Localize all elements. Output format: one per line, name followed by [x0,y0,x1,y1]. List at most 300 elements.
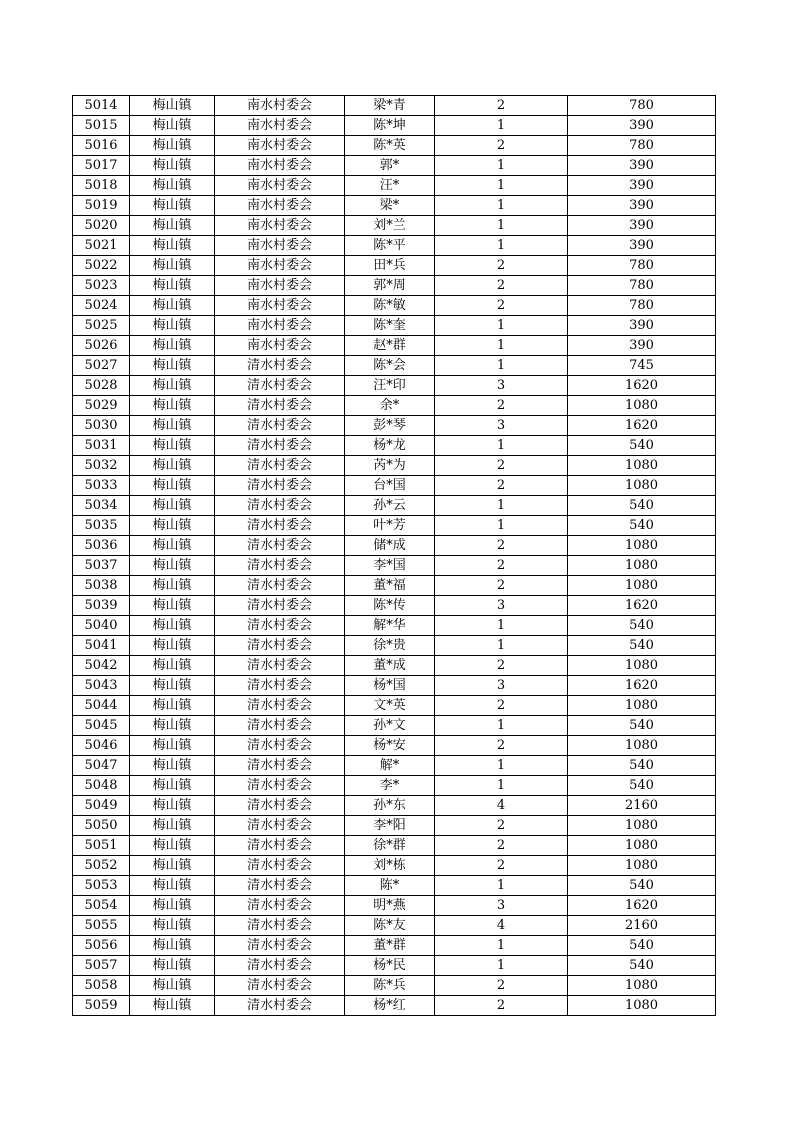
row-number-cell: 5033 [73,476,130,496]
table-row [73,316,716,336]
household-size-cell: 4 [435,796,568,816]
amount-cell: 780 [568,96,716,116]
village-committee-cell: 清水村委会 [215,656,345,676]
village-committee-cell: 清水村委会 [215,476,345,496]
name-cell: 董*成 [345,656,435,676]
row-number-cell: 5052 [73,856,130,876]
row-number-cell: 5036 [73,536,130,556]
town-cell: 梅山镇 [130,656,215,676]
household-size-cell: 1 [435,436,568,456]
amount-cell: 1620 [568,676,716,696]
name-cell: 赵*群 [345,336,435,356]
village-committee-cell: 清水村委会 [215,916,345,936]
town-cell: 梅山镇 [130,476,215,496]
row-number-cell: 5039 [73,596,130,616]
household-size-cell: 2 [435,976,568,996]
name-cell: 杨*国 [345,676,435,696]
name-cell: 田*兵 [345,256,435,276]
village-committee-cell: 清水村委会 [215,796,345,816]
household-size-cell: 2 [435,656,568,676]
household-size-cell: 1 [435,956,568,976]
row-number-cell: 5047 [73,756,130,776]
row-number-cell: 5046 [73,736,130,756]
household-size-cell: 2 [435,696,568,716]
table-row [73,716,716,736]
table-row [73,796,716,816]
table-row [73,496,716,516]
town-cell: 梅山镇 [130,996,215,1016]
amount-cell: 540 [568,516,716,536]
name-cell: 董*福 [345,576,435,596]
table-row [73,216,716,236]
table-row [73,616,716,636]
name-cell: 陈*平 [345,236,435,256]
household-size-cell: 2 [435,136,568,156]
town-cell: 梅山镇 [130,196,215,216]
town-cell: 梅山镇 [130,716,215,736]
amount-cell: 390 [568,116,716,136]
town-cell: 梅山镇 [130,316,215,336]
amount-cell: 1080 [568,656,716,676]
table-row [73,816,716,836]
name-cell: 储*成 [345,536,435,556]
town-cell: 梅山镇 [130,816,215,836]
table-row [73,156,716,176]
town-cell: 梅山镇 [130,156,215,176]
town-cell: 梅山镇 [130,856,215,876]
amount-cell: 1080 [568,976,716,996]
household-size-cell: 2 [435,96,568,116]
town-cell: 梅山镇 [130,696,215,716]
name-cell: 徐*贵 [345,636,435,656]
household-size-cell: 1 [435,756,568,776]
row-number-cell: 5041 [73,636,130,656]
town-cell: 梅山镇 [130,296,215,316]
household-size-cell: 2 [435,836,568,856]
town-cell: 梅山镇 [130,516,215,536]
household-size-cell: 1 [435,636,568,656]
town-cell: 梅山镇 [130,876,215,896]
row-number-cell: 5020 [73,216,130,236]
amount-cell: 1080 [568,476,716,496]
table-row [73,136,716,156]
name-cell: 陈*敏 [345,296,435,316]
name-cell: 杨*红 [345,996,435,1016]
amount-cell: 1080 [568,816,716,836]
name-cell: 刘*栋 [345,856,435,876]
name-cell: 陈*奎 [345,316,435,336]
town-cell: 梅山镇 [130,416,215,436]
name-cell: 台*国 [345,476,435,496]
village-committee-cell: 清水村委会 [215,896,345,916]
village-committee-cell: 南水村委会 [215,336,345,356]
row-number-cell: 5045 [73,716,130,736]
row-number-cell: 5016 [73,136,130,156]
name-cell: 汪*印 [345,376,435,396]
name-cell: 董*群 [345,936,435,956]
town-cell: 梅山镇 [130,176,215,196]
household-size-cell: 1 [435,216,568,236]
name-cell: 陈*坤 [345,116,435,136]
village-committee-cell: 清水村委会 [215,456,345,476]
village-committee-cell: 南水村委会 [215,136,345,156]
village-committee-cell: 清水村委会 [215,856,345,876]
amount-cell: 540 [568,876,716,896]
amount-cell: 390 [568,336,716,356]
amount-cell: 1080 [568,696,716,716]
table-row [73,876,716,896]
amount-cell: 1620 [568,416,716,436]
amount-cell: 540 [568,936,716,956]
table-row [73,756,716,776]
town-cell: 梅山镇 [130,436,215,456]
village-committee-cell: 清水村委会 [215,696,345,716]
town-cell: 梅山镇 [130,776,215,796]
name-cell: 杨*安 [345,736,435,756]
village-committee-cell: 清水村委会 [215,956,345,976]
household-size-cell: 1 [435,876,568,896]
amount-cell: 1620 [568,896,716,916]
row-number-cell: 5038 [73,576,130,596]
name-cell: 孙*文 [345,716,435,736]
table-row [73,836,716,856]
town-cell: 梅山镇 [130,376,215,396]
village-committee-cell: 南水村委会 [215,116,345,136]
name-cell: 孙*云 [345,496,435,516]
table-row [73,116,716,136]
household-size-cell: 1 [435,616,568,636]
town-cell: 梅山镇 [130,976,215,996]
row-number-cell: 5050 [73,816,130,836]
town-cell: 梅山镇 [130,796,215,816]
household-size-cell: 1 [435,356,568,376]
village-committee-cell: 南水村委会 [215,256,345,276]
village-committee-cell: 清水村委会 [215,736,345,756]
name-cell: 郭*周 [345,276,435,296]
village-committee-cell: 南水村委会 [215,296,345,316]
village-committee-cell: 清水村委会 [215,636,345,656]
village-committee-cell: 清水村委会 [215,756,345,776]
table-row [73,696,716,716]
town-cell: 梅山镇 [130,456,215,476]
village-committee-cell: 南水村委会 [215,196,345,216]
table-row [73,536,716,556]
amount-cell: 1620 [568,596,716,616]
amount-cell: 540 [568,756,716,776]
household-size-cell: 3 [435,896,568,916]
row-number-cell: 5030 [73,416,130,436]
household-size-cell: 2 [435,736,568,756]
row-number-cell: 5037 [73,556,130,576]
village-committee-cell: 南水村委会 [215,316,345,336]
village-committee-cell: 清水村委会 [215,496,345,516]
village-committee-cell: 清水村委会 [215,356,345,376]
table-row [73,336,716,356]
amount-cell: 390 [568,316,716,336]
town-cell: 梅山镇 [130,676,215,696]
row-number-cell: 5019 [73,196,130,216]
row-number-cell: 5059 [73,996,130,1016]
name-cell: 陈*会 [345,356,435,376]
household-size-cell: 2 [435,396,568,416]
table-row [73,856,716,876]
household-size-cell: 1 [435,156,568,176]
row-number-cell: 5058 [73,976,130,996]
town-cell: 梅山镇 [130,956,215,976]
row-number-cell: 5053 [73,876,130,896]
table-row [73,556,716,576]
town-cell: 梅山镇 [130,356,215,376]
name-cell: 梁*青 [345,96,435,116]
data-table [72,95,716,1016]
amount-cell: 1080 [568,396,716,416]
amount-cell: 2160 [568,796,716,816]
village-committee-cell: 清水村委会 [215,996,345,1016]
table-row [73,276,716,296]
amount-cell: 1620 [568,376,716,396]
town-cell: 梅山镇 [130,916,215,936]
amount-cell: 1080 [568,556,716,576]
name-cell: 汪* [345,176,435,196]
table-row [73,576,716,596]
table-row [73,296,716,316]
town-cell: 梅山镇 [130,736,215,756]
household-size-cell: 1 [435,776,568,796]
amount-cell: 390 [568,176,716,196]
village-committee-cell: 清水村委会 [215,976,345,996]
household-size-cell: 3 [435,376,568,396]
row-number-cell: 5043 [73,676,130,696]
row-number-cell: 5056 [73,936,130,956]
household-size-cell: 2 [435,476,568,496]
table-row [73,656,716,676]
town-cell: 梅山镇 [130,616,215,636]
name-cell: 杨*民 [345,956,435,976]
row-number-cell: 5021 [73,236,130,256]
table-row [73,476,716,496]
amount-cell: 1080 [568,856,716,876]
amount-cell: 1080 [568,736,716,756]
row-number-cell: 5031 [73,436,130,456]
name-cell: 刘*兰 [345,216,435,236]
amount-cell: 540 [568,956,716,976]
household-size-cell: 2 [435,556,568,576]
household-size-cell: 4 [435,916,568,936]
row-number-cell: 5048 [73,776,130,796]
name-cell: 李*阳 [345,816,435,836]
village-committee-cell: 南水村委会 [215,236,345,256]
name-cell: 解* [345,756,435,776]
village-committee-cell: 清水村委会 [215,776,345,796]
amount-cell: 745 [568,356,716,376]
name-cell: 郭* [345,156,435,176]
village-committee-cell: 南水村委会 [215,276,345,296]
amount-cell: 390 [568,216,716,236]
row-number-cell: 5028 [73,376,130,396]
amount-cell: 540 [568,716,716,736]
town-cell: 梅山镇 [130,496,215,516]
village-committee-cell: 清水村委会 [215,816,345,836]
row-number-cell: 5032 [73,456,130,476]
row-number-cell: 5029 [73,396,130,416]
row-number-cell: 5022 [73,256,130,276]
town-cell: 梅山镇 [130,256,215,276]
row-number-cell: 5025 [73,316,130,336]
village-committee-cell: 清水村委会 [215,676,345,696]
row-number-cell: 5054 [73,896,130,916]
amount-cell: 1080 [568,996,716,1016]
village-committee-cell: 南水村委会 [215,176,345,196]
village-committee-cell: 清水村委会 [215,596,345,616]
amount-cell: 390 [568,236,716,256]
amount-cell: 540 [568,776,716,796]
amount-cell: 2160 [568,916,716,936]
amount-cell: 390 [568,196,716,216]
household-size-cell: 2 [435,996,568,1016]
village-committee-cell: 清水村委会 [215,716,345,736]
table-row [73,676,716,696]
table-row [73,356,716,376]
amount-cell: 1080 [568,456,716,476]
village-committee-cell: 南水村委会 [215,216,345,236]
row-number-cell: 5049 [73,796,130,816]
village-committee-cell: 南水村委会 [215,156,345,176]
row-number-cell: 5034 [73,496,130,516]
row-number-cell: 5023 [73,276,130,296]
table-row [73,896,716,916]
name-cell: 解*华 [345,616,435,636]
town-cell: 梅山镇 [130,896,215,916]
town-cell: 梅山镇 [130,936,215,956]
name-cell: 梁* [345,196,435,216]
household-size-cell: 2 [435,276,568,296]
town-cell: 梅山镇 [130,536,215,556]
amount-cell: 1080 [568,836,716,856]
town-cell: 梅山镇 [130,576,215,596]
name-cell: 杨*龙 [345,436,435,456]
name-cell: 明*燕 [345,896,435,916]
household-size-cell: 3 [435,676,568,696]
table-row [73,936,716,956]
row-number-cell: 5017 [73,156,130,176]
amount-cell: 540 [568,616,716,636]
amount-cell: 390 [568,156,716,176]
household-size-cell: 3 [435,416,568,436]
table-row [73,176,716,196]
town-cell: 梅山镇 [130,236,215,256]
village-committee-cell: 清水村委会 [215,516,345,536]
name-cell: 陈*传 [345,596,435,616]
amount-cell: 540 [568,496,716,516]
household-size-cell: 2 [435,856,568,876]
amount-cell: 1080 [568,536,716,556]
table-row [73,776,716,796]
name-cell: 文*英 [345,696,435,716]
amount-cell: 540 [568,436,716,456]
name-cell: 徐*群 [345,836,435,856]
village-committee-cell: 清水村委会 [215,416,345,436]
amount-cell: 540 [568,636,716,656]
household-size-cell: 2 [435,456,568,476]
household-size-cell: 2 [435,816,568,836]
table-row [73,956,716,976]
table-row [73,396,716,416]
table-row [73,416,716,436]
household-size-cell: 2 [435,536,568,556]
name-cell: 陈* [345,876,435,896]
table-row [73,736,716,756]
name-cell: 余* [345,396,435,416]
town-cell: 梅山镇 [130,216,215,236]
name-cell: 叶*芳 [345,516,435,536]
town-cell: 梅山镇 [130,556,215,576]
household-size-cell: 1 [435,716,568,736]
table-row [73,596,716,616]
table-row [73,516,716,536]
household-size-cell: 1 [435,336,568,356]
row-number-cell: 5014 [73,96,130,116]
town-cell: 梅山镇 [130,116,215,136]
name-cell: 李*国 [345,556,435,576]
village-committee-cell: 清水村委会 [215,396,345,416]
row-number-cell: 5051 [73,836,130,856]
row-number-cell: 5042 [73,656,130,676]
table-row [73,456,716,476]
row-number-cell: 5015 [73,116,130,136]
table-row [73,976,716,996]
village-committee-cell: 清水村委会 [215,836,345,856]
household-size-cell: 2 [435,256,568,276]
town-cell: 梅山镇 [130,276,215,296]
village-committee-cell: 清水村委会 [215,376,345,396]
amount-cell: 780 [568,256,716,276]
amount-cell: 780 [568,276,716,296]
table-row [73,436,716,456]
household-size-cell: 1 [435,316,568,336]
village-committee-cell: 清水村委会 [215,436,345,456]
amount-cell: 780 [568,296,716,316]
row-number-cell: 5024 [73,296,130,316]
table-row [73,916,716,936]
row-number-cell: 5027 [73,356,130,376]
name-cell: 陈*兵 [345,976,435,996]
household-size-cell: 1 [435,936,568,956]
name-cell: 芮*为 [345,456,435,476]
village-committee-cell: 清水村委会 [215,936,345,956]
village-committee-cell: 清水村委会 [215,876,345,896]
table-row [73,996,716,1016]
table-body [73,96,716,1016]
amount-cell: 1080 [568,576,716,596]
town-cell: 梅山镇 [130,336,215,356]
household-size-cell: 1 [435,516,568,536]
village-committee-cell: 清水村委会 [215,576,345,596]
row-number-cell: 5035 [73,516,130,536]
table-row [73,256,716,276]
town-cell: 梅山镇 [130,136,215,156]
village-committee-cell: 南水村委会 [215,96,345,116]
table-row [73,236,716,256]
row-number-cell: 5057 [73,956,130,976]
town-cell: 梅山镇 [130,596,215,616]
table-row [73,636,716,656]
name-cell: 陈*英 [345,136,435,156]
village-committee-cell: 清水村委会 [215,616,345,636]
household-size-cell: 1 [435,236,568,256]
household-size-cell: 1 [435,196,568,216]
town-cell: 梅山镇 [130,396,215,416]
household-size-cell: 1 [435,176,568,196]
